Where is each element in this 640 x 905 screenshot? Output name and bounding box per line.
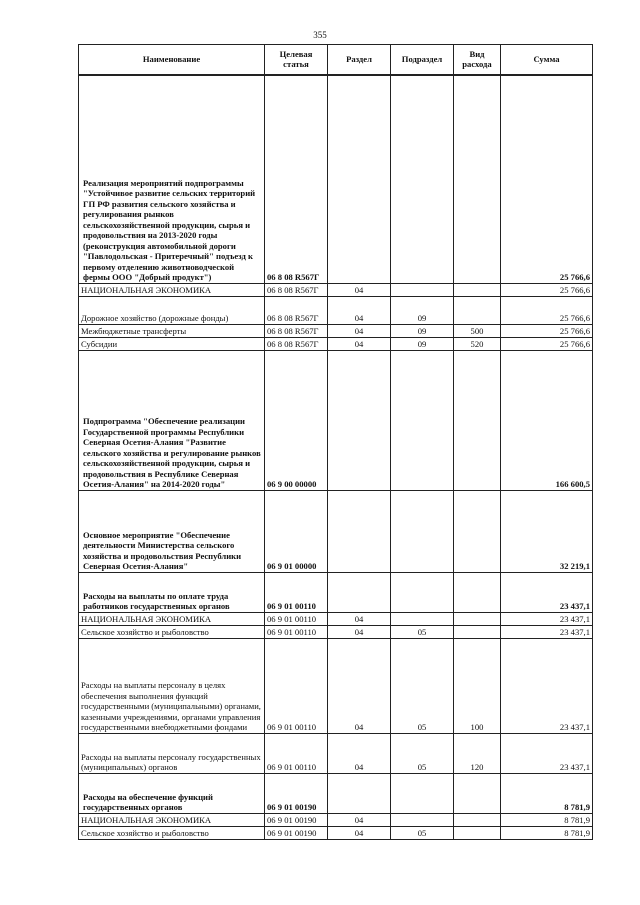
header-type: Вид расхода: [454, 45, 501, 76]
header-section: Раздел: [328, 45, 391, 76]
row-sum: 25 766,6: [501, 324, 593, 337]
row-name: НАЦИОНАЛЬНАЯ ЭКОНОМИКА: [79, 283, 265, 296]
row-section: 04: [328, 283, 391, 296]
row-subsection: 05: [391, 733, 454, 773]
row-code: 06 9 01 00110: [265, 733, 328, 773]
row-name: Сельское хозяйство и рыболовство: [79, 826, 265, 839]
table-row: [79, 826, 593, 839]
row-sum: 25 766,6: [501, 75, 593, 283]
table-row: [79, 337, 593, 350]
row-type: [454, 490, 501, 572]
row-sum: 166 600,5: [501, 350, 593, 490]
budget-table: [78, 44, 593, 840]
row-subsection: [391, 283, 454, 296]
row-section: 04: [328, 296, 391, 324]
row-type: [454, 612, 501, 625]
table-header-row: [79, 45, 593, 76]
row-code: 06 9 01 00110: [265, 625, 328, 638]
row-code: 06 8 08 R567Г: [265, 324, 328, 337]
row-subsection: 09: [391, 296, 454, 324]
row-section: 04: [328, 826, 391, 839]
header-sum: Сумма: [501, 45, 593, 76]
row-code: 06 9 01 00190: [265, 813, 328, 826]
row-name: Подпрограмма "Обеспечение реализации Государственной программы Республики Северная Осетия-Алания "Развитие сельского хозяйства и регулирование рынков сельскохозяйственной продукции, сырья и продовольствия в Республике Северная Осетия-Алания" на 2014-2020 годы": [79, 350, 265, 490]
row-sum: 8 781,9: [501, 826, 593, 839]
row-subsection: [391, 773, 454, 813]
table-row: [79, 638, 593, 733]
page-number: 355: [313, 30, 327, 40]
row-sum: 23 437,1: [501, 733, 593, 773]
row-section: [328, 350, 391, 490]
table-row: [79, 350, 593, 490]
row-name: НАЦИОНАЛЬНАЯ ЭКОНОМИКА: [79, 813, 265, 826]
row-code: 06 8 08 R567Г: [265, 75, 328, 283]
row-section: 04: [328, 625, 391, 638]
table-row: [79, 612, 593, 625]
table-row: [79, 490, 593, 572]
row-code: 06 9 00 00000: [265, 350, 328, 490]
row-name: Расходы на выплаты персоналу государственных (муниципальных) органов: [79, 733, 265, 773]
row-code: 06 9 01 00110: [265, 612, 328, 625]
table-row: [79, 572, 593, 612]
row-sum: 23 437,1: [501, 625, 593, 638]
row-subsection: 09: [391, 324, 454, 337]
row-type: [454, 283, 501, 296]
row-name: Реализация мероприятий подпрограммы "Устойчивое развитие сельских территорий ГП РФ развития сельского хозяйства и регулирования рынков сельскохозяйственной продукции, сырья и продовольствия на 2013-2020 годы (реконструкция автомобильной дороги "Павлодольская - Притеречный" подъезд к первому отделению животноводческой фермы ООО "Добрый продукт"): [79, 75, 265, 283]
row-sum: 23 437,1: [501, 612, 593, 625]
table-row: [79, 773, 593, 813]
row-type: [454, 826, 501, 839]
row-code: 06 8 08 R567Г: [265, 296, 328, 324]
row-type: [454, 625, 501, 638]
row-section: 04: [328, 337, 391, 350]
row-name: Субсидии: [79, 337, 265, 350]
row-name: НАЦИОНАЛЬНАЯ ЭКОНОМИКА: [79, 612, 265, 625]
row-section: 04: [328, 612, 391, 625]
row-name: Расходы на обеспечение функций государственных органов: [79, 773, 265, 813]
table-row: [79, 733, 593, 773]
row-code: 06 9 01 00000: [265, 490, 328, 572]
row-type: 100: [454, 638, 501, 733]
row-sum: 25 766,6: [501, 296, 593, 324]
row-subsection: 05: [391, 638, 454, 733]
row-section: [328, 75, 391, 283]
row-section: 04: [328, 733, 391, 773]
row-type: [454, 813, 501, 826]
table-row: [79, 75, 593, 283]
row-section: [328, 490, 391, 572]
row-subsection: [391, 75, 454, 283]
row-type: 520: [454, 337, 501, 350]
table-row: [79, 324, 593, 337]
header-name: Наименование: [79, 45, 265, 76]
row-sum: 23 437,1: [501, 638, 593, 733]
row-name: Дорожное хозяйство (дорожные фонды): [79, 296, 265, 324]
row-type: 500: [454, 324, 501, 337]
row-sum: 23 437,1: [501, 572, 593, 612]
row-subsection: [391, 572, 454, 612]
table-row: [79, 813, 593, 826]
row-subsection: [391, 612, 454, 625]
row-subsection: 05: [391, 625, 454, 638]
row-sum: 8 781,9: [501, 773, 593, 813]
table-row: [79, 283, 593, 296]
row-subsection: [391, 350, 454, 490]
row-section: [328, 572, 391, 612]
row-code: 06 9 01 00110: [265, 572, 328, 612]
row-type: [454, 296, 501, 324]
row-code: 06 8 08 R567Г: [265, 283, 328, 296]
row-sum: 25 766,6: [501, 337, 593, 350]
row-code: 06 9 01 00190: [265, 773, 328, 813]
table-row: [79, 296, 593, 324]
row-type: [454, 350, 501, 490]
row-subsection: 05: [391, 826, 454, 839]
row-name: Межбюджетные трансферты: [79, 324, 265, 337]
row-code: 06 9 01 00190: [265, 826, 328, 839]
row-type: 120: [454, 733, 501, 773]
row-name: Расходы на выплаты по оплате труда работников государственных органов: [79, 572, 265, 612]
row-section: 04: [328, 813, 391, 826]
row-section: 04: [328, 324, 391, 337]
row-type: [454, 75, 501, 283]
header-subsection: Подраздел: [391, 45, 454, 76]
row-sum: 32 219,1: [501, 490, 593, 572]
row-name: Основное мероприятие "Обеспечение деятельности Министерства сельского хозяйства и продовольствия Республики Северная Осетия-Алания": [79, 490, 265, 572]
row-name: Расходы на выплаты персоналу в целях обеспечения выполнения функций государственными (муниципальными) органами, казенными учреждениями, органами управления государственными внебюджетными фондами: [79, 638, 265, 733]
row-code: 06 8 08 R567Г: [265, 337, 328, 350]
row-subsection: [391, 490, 454, 572]
row-subsection: 09: [391, 337, 454, 350]
row-type: [454, 773, 501, 813]
row-subsection: [391, 813, 454, 826]
row-sum: 8 781,9: [501, 813, 593, 826]
table-row: [79, 625, 593, 638]
row-code: 06 9 01 00110: [265, 638, 328, 733]
header-code: Целевая статья: [265, 45, 328, 76]
row-type: [454, 572, 501, 612]
row-section: 04: [328, 638, 391, 733]
row-section: [328, 773, 391, 813]
row-name: Сельское хозяйство и рыболовство: [79, 625, 265, 638]
row-sum: 25 766,6: [501, 283, 593, 296]
